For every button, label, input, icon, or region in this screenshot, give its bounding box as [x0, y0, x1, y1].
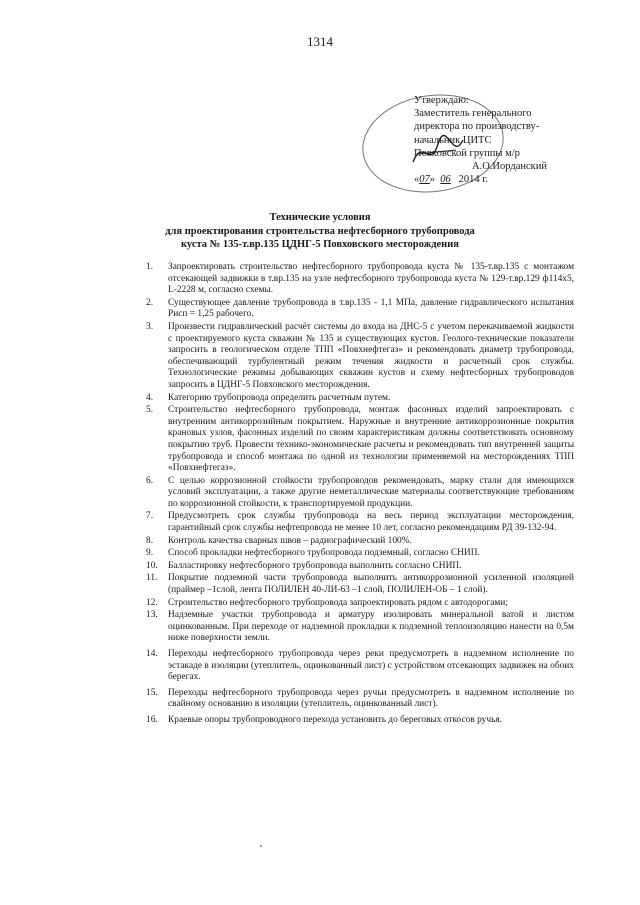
title-line3: куста № 135-т.вр.135 ЦДНГ-5 Повховского месторождения	[181, 239, 459, 250]
approval-signer: А.О.Иорданский	[472, 161, 547, 173]
list-item: 9. Способ прокладки нефтесборного трубопровода подземный, согласно СНИП.	[146, 548, 480, 559]
list-item: 5. Строительство нефтесборного трубопровода, монтаж фасонных изделий запроектировать с внутренним антикоррозийным покрытием. Наружные и внутренние антикоррозионные покрытия крановых узлов, фасонных изделий по своим характеристикам должны соответствовать основному покрытию труб. Провести технико-экономические расчеты и рекомендовать тип внутренней защиты трубопровода и способ монтажа по одной из технологии применяемой на месторождениях ТПП «Повхнефтегаз».	[146, 405, 574, 474]
document-title	[0, 211, 640, 252]
requirements-list	[146, 262, 574, 727]
approval-date: «07» 06 2014 г.	[414, 174, 488, 186]
date-year: 2014 г.	[458, 174, 488, 186]
title-line2: для проектирования строительства нефтесборного трубопровода	[165, 225, 475, 237]
list-item: 3. Произвести гидравлический расчёт системы до входа на ДНС-5 с учетом перекачиваемой жидкости с проектируемого куста скважин № 135 и существующих кустов. Геолого-технические показатели запросить в геологическом отделе ТПП «Повхнефтегаз» и рекомендовать диаметр трубопровода, обеспечивающий турбулентный режим течения жидкости и расчетный срок службы. Технологические режимы добывающих скважин кустов и схему нефтесборных трубопроводов запросить в ЦДНГ-5 Повховского месторождения.	[146, 321, 574, 390]
approval-position-line2: директора по производству-	[414, 121, 540, 133]
approval-heading: Утверждаю:	[414, 95, 469, 106]
approval-position-line4: Повховской группы м/р	[414, 147, 520, 159]
scan-speck	[260, 845, 262, 847]
title-line1: Технические условия	[269, 212, 371, 223]
list-item: 7. Предусмотреть срок службы трубопровода на весь период эксплуатации месторождения, гарантийный срок службы нефтепровода не менее 10 лет, согласно рекомендациям РД 39-132-94.	[146, 511, 574, 534]
list-item: 8. Контроль качества сварных швов – радиографический 100%.	[146, 535, 412, 546]
approval-position-line3: начальник ЦИТС	[414, 134, 492, 146]
approval-block	[414, 94, 614, 186]
list-item: 2. Существующее давление трубопровода в т.вр.135 - 1,1 МПа, давление гидравлического испытания Рисп = 1,25 рабочего.	[146, 297, 574, 320]
list-item: 14. Переходы нефтесборного трубопровода через реки предусмотреть в надземном исполнение по эстакаде в изоляции (утеплитель, оцинкованный лист) с устройством отсекающих задвижек на обоих берегах.	[146, 649, 574, 683]
list-item: 10. Балластировку нефтесборного трубопровода выполнить согласно СНИП.	[146, 560, 462, 571]
list-item: 1. Запроектировать строительство нефтесборного трубопровода куста № 135-т.вр.135 с монтажом отсекающей задвижки в т.вр.135 на узле нефтесборного трубопровода куста № 129-т.вр.129 ф114х5, L-2228 м, согласно схемы.	[146, 262, 574, 296]
list-item: 15. Переходы нефтесборного трубопровода через ручьи предусмотреть в надземном исполнение по свайному основанию в изоляции (утеплитель, оцинкованный лист).	[146, 687, 574, 710]
page-number: 1314	[307, 34, 333, 49]
approval-position-line1: Заместитель генерального	[414, 108, 532, 120]
list-item: 13. Надземные участки трубопровода и арматуру изолировать минеральной ватой и листом оцинкованным. При переходе от надземной прокладки к подземной теплоизоляцию нанести на 0,5м ниже поверхности земли.	[146, 610, 574, 644]
list-item: 16. Краевые опоры трубопроводного перехода установить до береговых откосов ручья.	[146, 714, 502, 725]
list-item: 4. Категорию трубопровода определить расчетным путем.	[146, 392, 391, 403]
date-day: 07	[419, 174, 430, 186]
list-item: 11. Покрытие подземной части трубопровода выполнить антикоррозионной усиленной изоляцией (праймер –1слой, лента ПОЛИЛЕН 40-ЛИ-63 –1 слой, ПОЛИЛЕН-ОБ – 1 слой).	[146, 573, 574, 596]
list-item: 6. С целью коррозионной стойкости трубопроводов рекомендовать, марку стали для имеющихся условий эксплуатации, а также другие неметаллические материалы соответствующие требованиям по коррозионной стойкости, к транспортируемой продукции.	[146, 475, 574, 509]
list-item: 12. Строительство нефтесборного трубопровода запроектировать рядом с автодорогами;	[146, 597, 508, 608]
date-month: 06	[440, 174, 451, 186]
